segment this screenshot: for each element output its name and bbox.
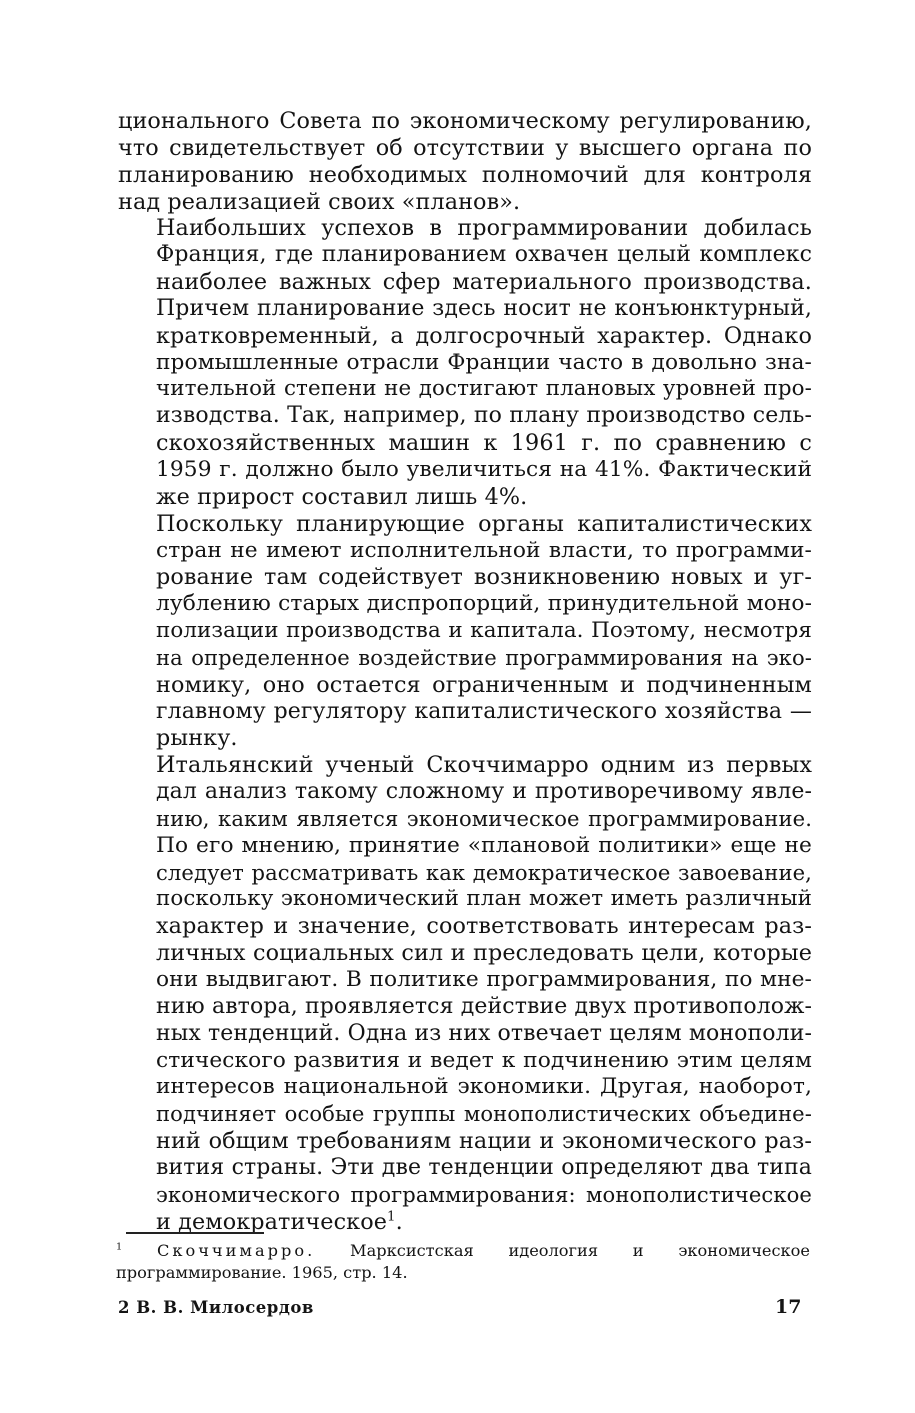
end-punctuation: . [395, 1208, 403, 1235]
text-line: Итальянский ученый Скоччимарро одним из первых [156, 752, 812, 779]
text-line: ных тенденций. Одна из них отвечает целям монополи- [156, 1020, 812, 1046]
text-line: Наибольших успехов в программировании добилась [156, 215, 812, 242]
text-line: лублению старых диспропорций, принудительной моно- [156, 591, 812, 617]
footnote-text: Марксистская идеология и экономическое программирование. 1965, стр. 14. [116, 1241, 810, 1282]
text-line: стического развития и ведет к подчинению этим целям [156, 1047, 812, 1073]
text-line: полизации производства и капитала. Поэтому, несмотря [156, 618, 812, 644]
main-text [118, 108, 812, 1235]
text-line: ний общим требованиям нации и экономического раз- [156, 1128, 812, 1155]
text-line: и демократическое$^1$. [156, 1208, 403, 1235]
text-line: дал анализ такому сложному и противоречивому явле- [156, 779, 812, 805]
text-line: на определенное воздействие программирования на эко- [156, 644, 812, 670]
text-line: следует рассматривать как демократическое завоевание, [156, 859, 812, 885]
text-line: над реализацией своих «планов». [118, 188, 521, 215]
text-line: стран не имеют исполнительной власти, то программи- [156, 537, 812, 563]
text-line: 1959 г. должно было увеличиться на 41%. Фактический [156, 456, 812, 482]
text-line: экономического программирования: монополистическое [156, 1181, 812, 1207]
paragraph [118, 215, 812, 510]
text-line: Причем планирование здесь носит не конъюнктурный, [156, 295, 812, 321]
text-line: личных социальных сил и преследовать цели, которые [156, 940, 812, 967]
text-line: характер и значение, соответствовать интересам раз- [156, 913, 812, 940]
text-line: изводства. Так, например, по плану производство сель- [156, 403, 812, 429]
text-line: интересов национальной экономики. Другая, наоборот, [156, 1074, 812, 1100]
text-line: рынку. [156, 725, 238, 752]
text-line: что свидетельствует об отсутствии у высшего органа по [118, 134, 812, 161]
footnote-mark: 1 [116, 1241, 123, 1253]
text-line: нию автора, проявляется действие двух противополож- [156, 993, 812, 1019]
footnote-ref: 1 [387, 1209, 396, 1225]
text-line: ционального Совета по экономическому регулированию, [118, 108, 812, 134]
text-line: наиболее важных сфер материального производства. [156, 269, 812, 296]
footnote-divider [126, 1232, 264, 1234]
text-line: чительной степени не достигают плановых уровней про- [156, 376, 812, 402]
text-line: номику, оно остается ограниченным и подчиненным [156, 671, 812, 698]
paragraph [118, 511, 812, 753]
page-number: 17 [775, 1296, 802, 1318]
text-line: же прирост составил лишь 4%. [156, 483, 528, 510]
text-line: промышленные отрасли Франции часто в довольно зна- [156, 349, 812, 375]
text-line: кратковременный, а долгосрочный характер. Однако [156, 322, 812, 349]
text-line: нию, каким является экономическое программирование. [156, 805, 812, 831]
text-line: рование там содействует возникновению новых и уг- [156, 564, 812, 591]
text-line: скохозяйственных машин к 1961 г. по сравнению с [156, 430, 812, 457]
text-line: они выдвигают. В политике программирования, по мне- [156, 967, 812, 992]
text-line: поскольку экономический план может иметь различный [156, 886, 812, 912]
text-line: Франция, где планированием охвачен целый комплекс [156, 242, 812, 268]
paragraph [118, 108, 812, 215]
signature-mark: 2 В. В. Милосердов [118, 1298, 314, 1317]
text-line: подчиняет особые группы монополистических объедине- [156, 1101, 812, 1127]
paragraph [118, 752, 812, 1235]
footnote [116, 1240, 810, 1284]
text-line: планированию необходимых полномочий для контроля [118, 161, 812, 188]
text-line: По его мнению, принятие «плановой политики» еще не [156, 832, 812, 858]
footnote-author: Скоччимарро. [156, 1241, 316, 1260]
text-line: главному регулятору капиталистического хозяйства — [156, 698, 812, 724]
text-line: вития страны. Эти две тенденции определяют два типа [156, 1154, 812, 1180]
text-line: Поскольку планирующие органы капиталистических [156, 510, 812, 537]
